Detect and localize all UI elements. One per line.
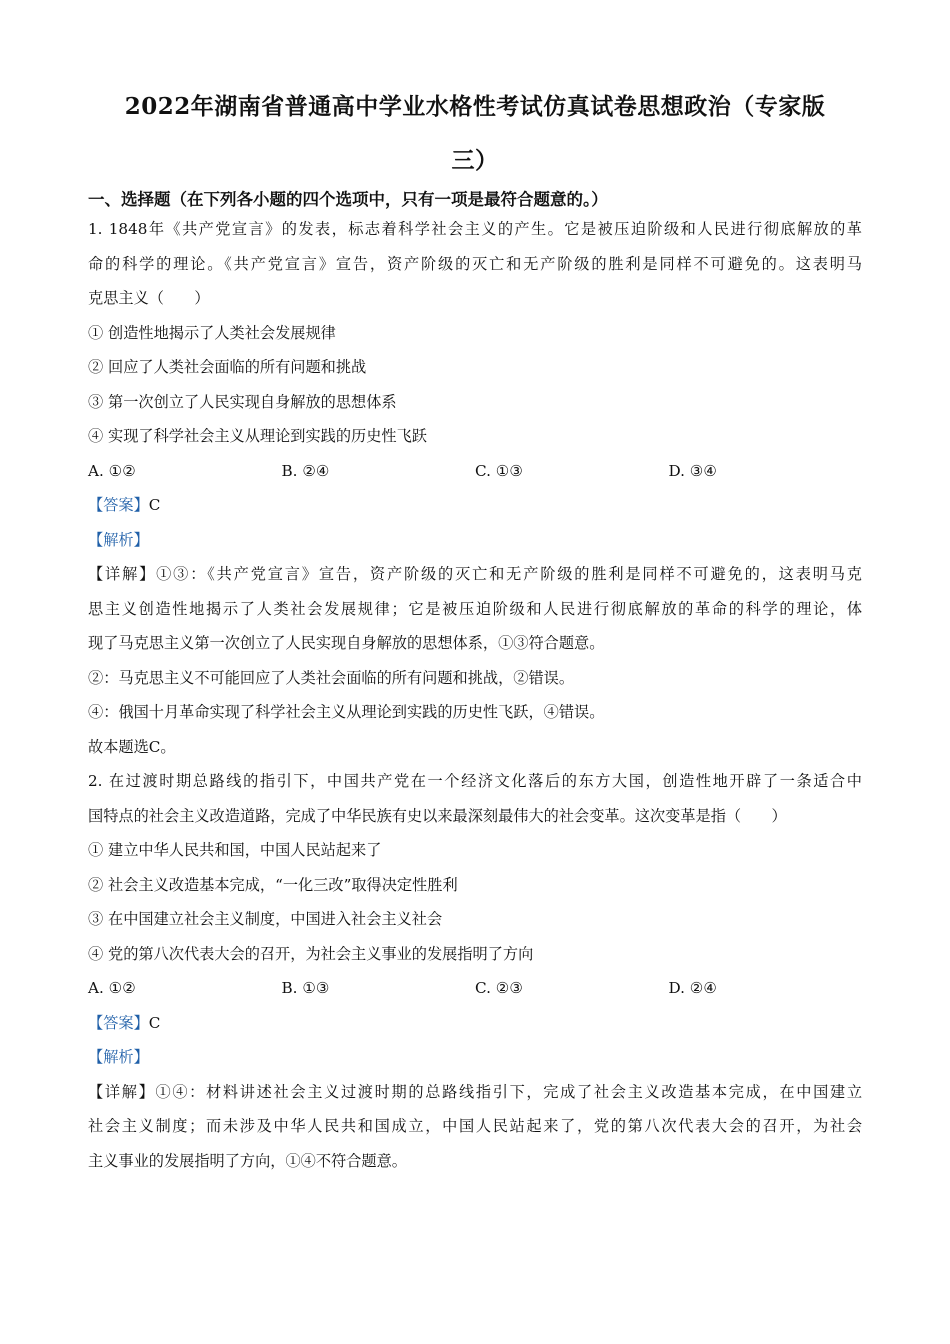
detail-label: 【详解】 xyxy=(88,1082,156,1101)
detail-label: 【详解】 xyxy=(88,565,157,583)
question-2 xyxy=(88,764,862,1178)
question-stem-line: 1. 1848年《共产党宣言》的发表，标志着科学社会主义的产生。它是被压迫阶级和人民进行彻底解放的革 xyxy=(88,220,862,238)
detail-line: 故本题选C。 xyxy=(88,737,176,756)
answer-options xyxy=(88,454,862,489)
question-stem-line: 2. 在过渡时期总路线的指引下，中国共产党在一个经济文化落后的东方大国，创造性地开辟了一条适合中 xyxy=(88,772,862,790)
option-b: B. ①③ xyxy=(281,979,330,997)
choice-item: ① 建立中华人民共和国，中国人民站起来了 xyxy=(88,841,382,859)
choice-item: ② 社会主义改造基本完成，“一化三改”取得决定性胜利 xyxy=(88,875,458,894)
option-c: C. ②③ xyxy=(475,979,523,997)
question-1 xyxy=(88,212,862,764)
detail-line: 主义事业的发展指明了方向，①④不符合题意。 xyxy=(88,1151,407,1170)
analysis-line xyxy=(88,1040,862,1075)
choice-item: ③ 在中国建立社会主义制度，中国进入社会主义社会 xyxy=(88,910,443,928)
option-c: C. ①③ xyxy=(475,461,523,480)
document-body xyxy=(88,212,862,1178)
document-title-line-1: 2022年湖南省普通高中学业水格性考试仿真试卷思想政治（专家版 xyxy=(124,93,826,120)
choice-item: ③ 第一次创立了人民实现自身解放的思想体系 xyxy=(88,392,397,411)
option-d: D. ②④ xyxy=(668,979,718,997)
choice-item: ④ 实现了科学社会主义从理论到实践的历史性飞跃 xyxy=(88,427,427,445)
answer-line xyxy=(88,1006,862,1041)
detail-line xyxy=(88,557,862,592)
detail-line xyxy=(88,1075,862,1110)
answer-line xyxy=(88,488,862,523)
detail-text: ①④：材料讲述社会主义过渡时期的总路线指引下，完成了社会主义改造基本完成，在中国建立 xyxy=(155,1082,862,1101)
analysis-label: 【解析】 xyxy=(88,1048,149,1066)
detail-line: 现了马克思主义第一次创立了人民实现自身解放的思想体系，①③符合题意。 xyxy=(88,634,605,652)
choice-item: ② 回应了人类社会面临的所有问题和挑战 xyxy=(88,358,367,376)
answer-value: C xyxy=(148,1013,161,1032)
option-a: A. ①② xyxy=(88,461,136,480)
answer-label: 【答案】 xyxy=(88,496,149,514)
answer-label: 【答案】 xyxy=(88,1013,149,1032)
choice-item: ① 创造性地揭示了人类社会发展规律 xyxy=(88,323,336,342)
question-stem-line: 克思主义（ ） xyxy=(88,289,210,307)
detail-line: 社会主义制度；而未涉及中华人民共和国成立，中国人民站起来了，党的第八次代表大会的召开，为社会 xyxy=(88,1117,862,1135)
option-d: D. ③④ xyxy=(668,461,718,480)
analysis-line xyxy=(88,523,862,558)
question-stem-line: 国特点的社会主义改造道路，完成了中华民族有史以来最深刻最伟大的社会变革。这次变革是指（ ） xyxy=(88,806,787,825)
detail-line: ④：俄国十月革命实现了科学社会主义从理论到实践的历史性飞跃，④错误。 xyxy=(88,703,605,721)
option-a: A. ①② xyxy=(88,979,136,997)
answer-value: C xyxy=(148,496,161,514)
detail-line: 思主义创造性地揭示了人类社会发展规律；它是被压迫阶级和人民进行彻底解放的革命的科学的理论，体 xyxy=(88,599,862,618)
option-b: B. ②④ xyxy=(281,461,330,480)
detail-text: ①③：《共产党宣言》宣告，资产阶级的灭亡和无产阶级的胜利是同样不可避免的，这表明马克 xyxy=(156,565,862,583)
detail-line: ②：马克思主义不可能回应了人类社会面临的所有问题和挑战，②错误。 xyxy=(88,668,574,687)
question-stem-line: 命的科学的理论。《共产党宣言》宣告，资产阶级的灭亡和无产阶级的胜利是同样不可避免的。这表明马 xyxy=(88,254,862,273)
document-title-line-2: 三） xyxy=(451,147,499,174)
answer-options xyxy=(88,971,862,1006)
analysis-label: 【解析】 xyxy=(88,530,149,549)
choice-item: ④ 党的第八次代表大会的召开，为社会主义事业的发展指明了方向 xyxy=(88,944,534,963)
section-heading: 一、选择题（在下列各小题的四个选项中，只有一项是最符合题意的。） xyxy=(88,190,608,209)
